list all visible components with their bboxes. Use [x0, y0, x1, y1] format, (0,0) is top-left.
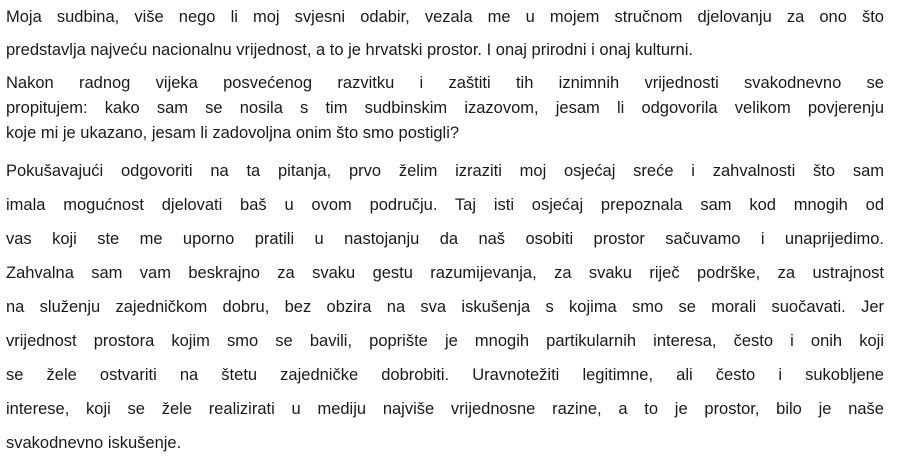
text-line: imala mogućnost djelovati baš u ovom području. Taj isti osjećaj prepoznala sam kod mnogih od	[6, 196, 884, 214]
text-line: Moja sudbina, više nego li moj svjesni odabir, vezala me u mojem stručnom djelovanju za ono što	[6, 8, 884, 26]
text-line: Zahvalna sam vam beskrajno za svaku gestu razumijevanja, za svaku riječ podrške, za ustrajnost	[6, 264, 884, 282]
text-line: na služenju zajedničkom dobru, bez obzira na sva iskušenja s kojima smo se morali suočavati. Jer	[6, 298, 884, 316]
text-line: svakodnevno iskušenje.	[6, 434, 182, 452]
text-line: predstavlja najveću nacionalnu vrijednost, a to je hrvatski prostor. I onaj prirodni i onaj kulturni.	[6, 41, 693, 59]
text-line: vas koji ste me uporno pratili u nastojanju da naš osobiti prostor sačuvamo i unaprijedimo.	[6, 230, 884, 248]
document-page	[6, 0, 899, 468]
text-line: vrijednost prostora kojim smo se bavili, poprište je mnogih partikularnih interesa, često i onih koji	[6, 332, 884, 350]
text-line: interese, koji se žele realizirati u mediju najviše vrijednosne razine, a to je prostor, bilo je naše	[6, 400, 884, 418]
text-line: propitujem: kako sam se nosila s tim sudbinskim izazovom, jesam li odgovorila velikom povjerenju	[6, 99, 884, 117]
text-line: se žele ostvariti na štetu zajedničke dobrobiti. Uravnotežiti legitimne, ali često i sukobljene	[6, 366, 884, 384]
text-line: koje mi je ukazano, jesam li zadovoljna onim što smo postigli?	[6, 124, 460, 142]
text-line: Nakon radnog vijeka posvećenog razvitku i zaštiti tih iznimnih vrijednosti svakodnevno se	[6, 74, 884, 92]
text-line: Pokušavajući odgovoriti na ta pitanja, prvo želim izraziti moj osjećaj sreće i zahvalnosti što sam	[6, 162, 884, 180]
